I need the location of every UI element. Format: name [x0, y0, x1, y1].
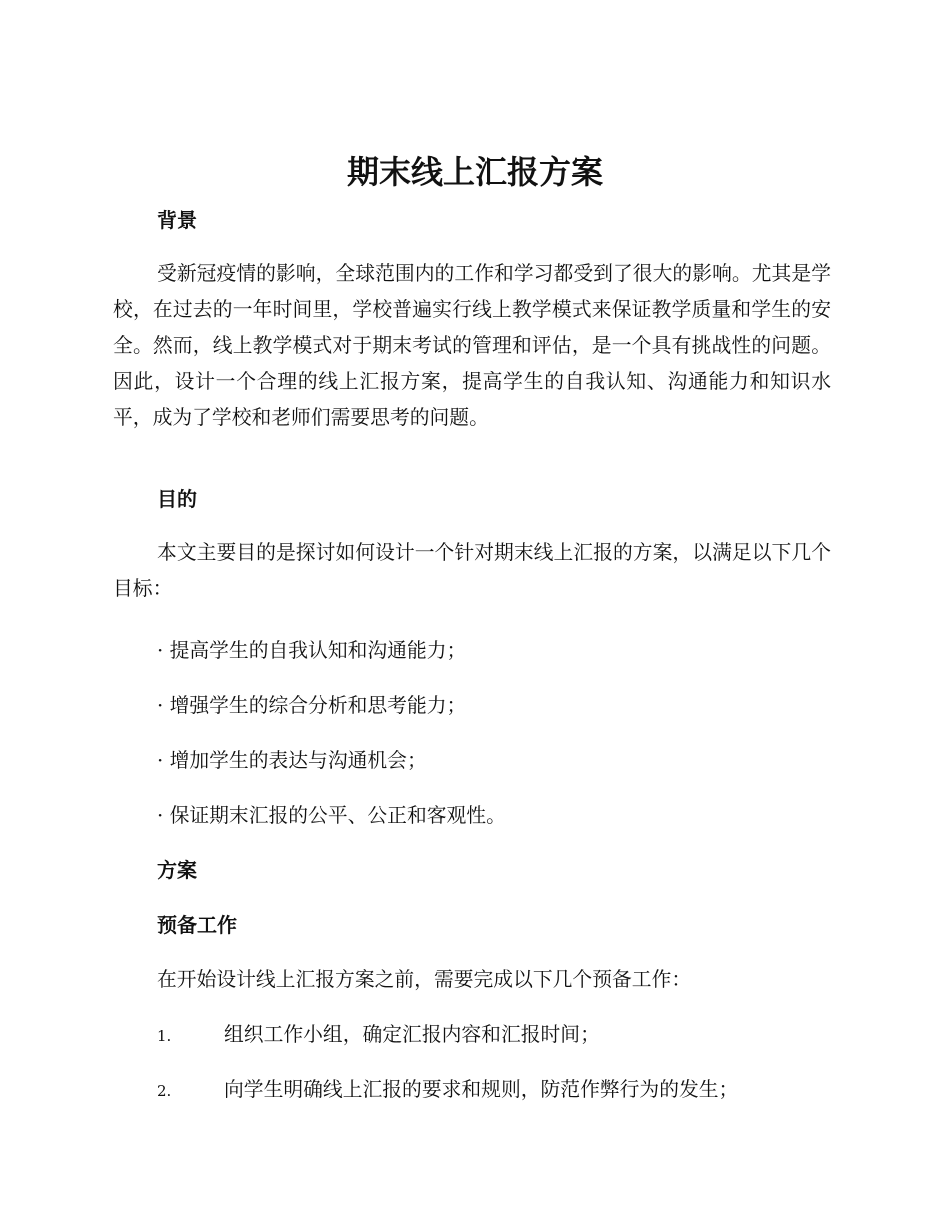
step-text: 向学生明确线上汇报的要求和规则，防范作弊行为的发生； — [224, 1078, 739, 1101]
preparation-intro: 在开始设计线上汇报方案之前，需要完成以下几个预备工作： — [157, 968, 692, 991]
bullet-item: · 增加学生的表达与沟通机会； — [157, 749, 427, 772]
bullet-item: · 提高学生的自我认知和沟通能力； — [157, 639, 467, 662]
step-text: 组织工作小组，确定汇报内容和汇报时间； — [224, 1023, 600, 1046]
step-number: 2. — [157, 1082, 172, 1100]
bullet-item: · 保证期末汇报的公平、公正和客观性。 — [157, 804, 506, 827]
step-number: 1. — [157, 1027, 172, 1045]
bullet-item: · 增强学生的综合分析和思考能力； — [157, 694, 467, 717]
section-heading-background: 背景 — [157, 208, 197, 232]
purpose-paragraph: 本文主要目的是探讨如何设计一个针对期末线上汇报的方案，以满足以下几个目标： — [113, 541, 831, 600]
page-title: 期末线上汇报方案 — [346, 153, 603, 191]
subsection-heading-preparation: 预备工作 — [157, 913, 237, 937]
background-paragraph: 受新冠疫情的影响，全球范围内的工作和学习都受到了很大的影响。尤其是学校，在过去的一年时间里，学校普遍实行线上教学模式来保证教学质量和学生的安全。然而，线上教学模式对于期末考试的管理和评估，是一个具有挑战性的问题。因此，设计一个合理的线上汇报方案，提高学生的自我认知、沟通能力和知识水平，成为了学校和老师们需要思考的问题。 — [113, 262, 831, 429]
section-heading-plan: 方案 — [157, 858, 197, 882]
section-heading-purpose: 目的 — [157, 487, 197, 511]
